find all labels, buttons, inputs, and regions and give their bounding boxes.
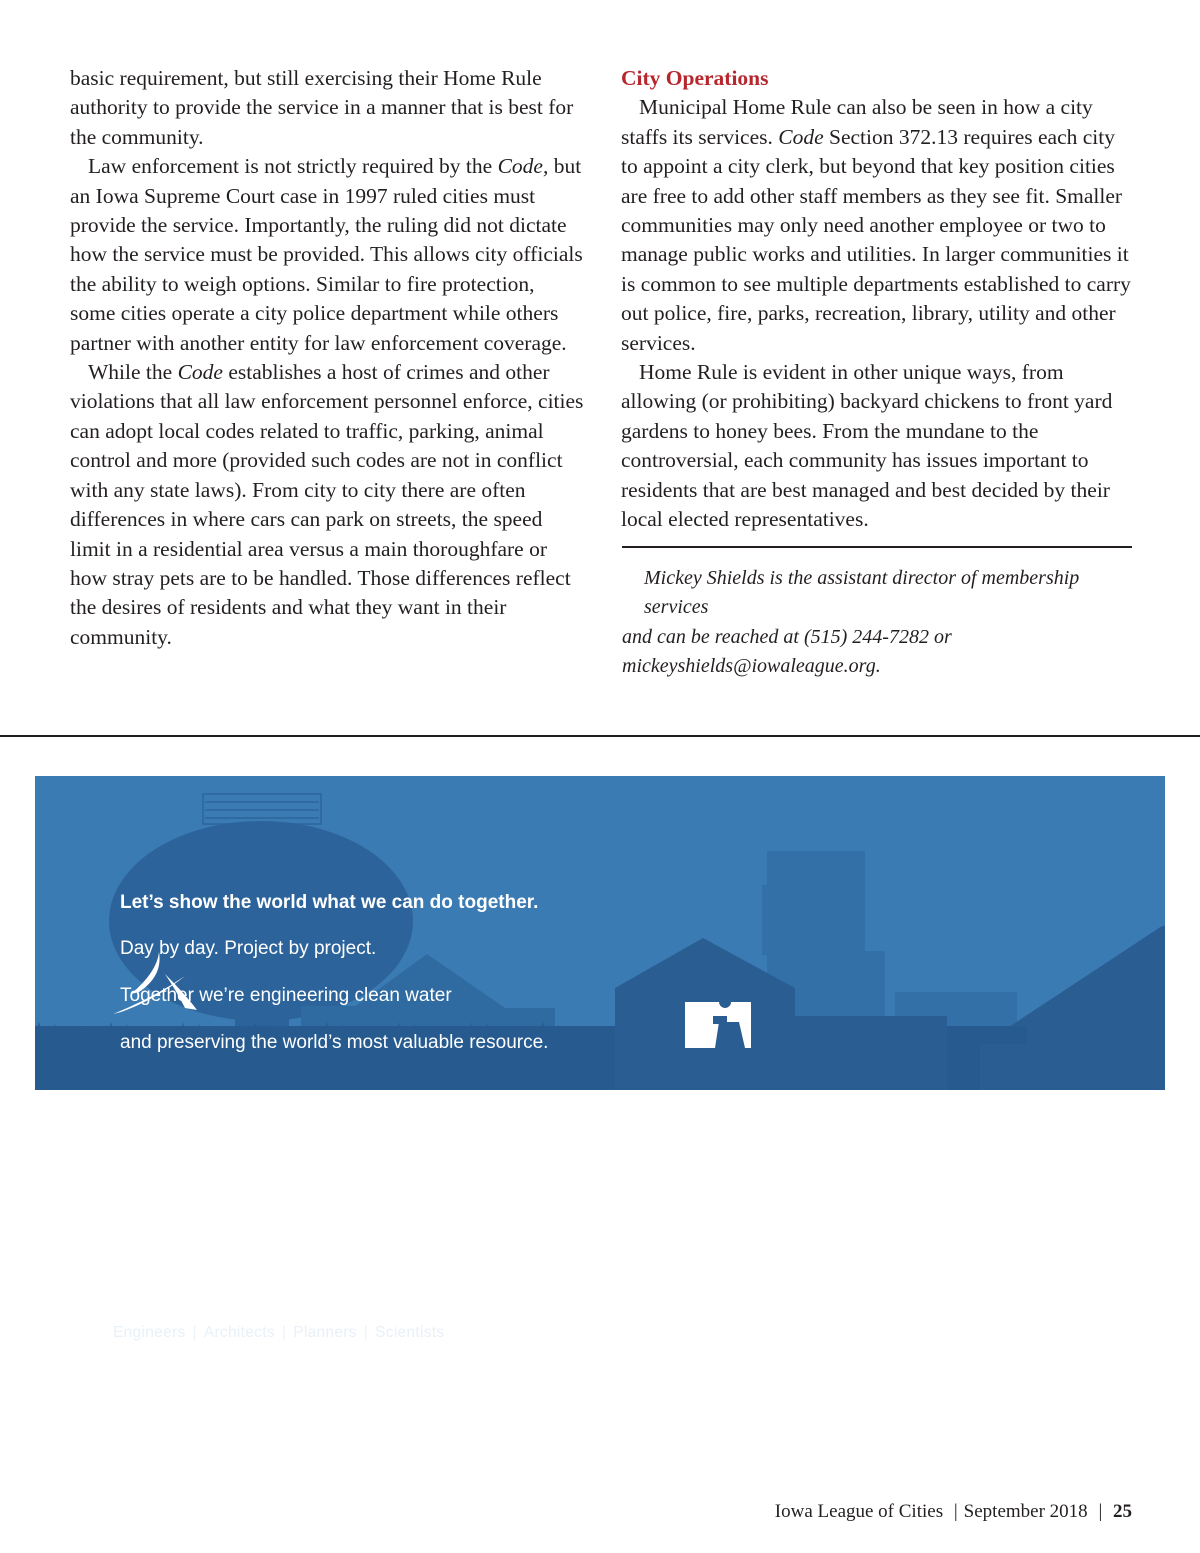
ad-line: Together we’re engineering clean water	[120, 985, 452, 1006]
seh-logo: SEH	[112, 1244, 200, 1293]
website-link[interactable]: sehinc.com	[789, 1321, 900, 1343]
paragraph: Law enforcement is not strictly required by the Code, but an Iowa Supreme Court case in 1997 ruled cities must provide the service. Importantly, the ruling did not dictate how the service must be provided. This allows city officials the ability to weigh options. Similar to fire protection, some cities operate a city police department while others partner with another entity for law enforcement coverage.	[70, 154, 583, 355]
paragraph: Municipal Home Rule can also be seen in how a city staffs its services. Code Section 372.13 requires each city to appoint a city clerk, but beyond that key position cities are free to add other staff members as they see fit. Smaller communities may only need another employee or two to manage public works and utilities. In larger communities it is common to see multiple departments established to carry out police, fire, parks, recreation, library, utility and other services.	[621, 95, 1131, 355]
page-divider	[0, 735, 1200, 737]
ad-line: Day by day. Project by project.	[120, 938, 377, 959]
page-number: 25	[1113, 1501, 1132, 1522]
ad-line: and preserving the world’s most valuable resource.	[120, 1032, 549, 1053]
ad-slogan: Building a Better World for All of Us®	[789, 1272, 1076, 1302]
ad-foreground	[35, 776, 1165, 1343]
byline-divider	[622, 546, 1132, 548]
article-left-column	[70, 64, 585, 652]
section-heading: City Operations	[621, 66, 769, 90]
publication-name: Iowa League of Cities	[774, 1501, 944, 1522]
paragraph: Home Rule is evident in other unique ways, from allowing (or prohibiting) backyard chickens to front yard gardens to honey bees. From the mundane to the controversial, each community has issues important to residents that are best managed and best decided by their local elected representatives.	[621, 360, 1113, 532]
services-list: Engineers | Architects | Planners | Scientists	[113, 1324, 445, 1341]
paragraph: While the Code establishes a host of crimes and other violations that all law enforcement personnel enforce, cities can adopt local codes related to traffic, parking, animal control and more (provided such codes are not in conflict with any state laws). From city to city there are often differences in where cars can park on streets, the speed limit in a residential area versus a main thoroughfare or how stray pets are to be handled. Those differences reflect the desires of residents and what they want in their community.	[70, 360, 584, 649]
paragraph: basic requirement, but still exercising their Home Rule authority to provide the service in a manner that is best for the community.	[70, 66, 574, 149]
ad-tagline: Let’s show the world what we can do together.	[120, 892, 539, 913]
issue-date: September 2018	[963, 1501, 1088, 1522]
phone-number[interactable]: 800.325.2055	[930, 1321, 1053, 1343]
registered-mark: ®	[193, 1232, 200, 1242]
article-right-column	[621, 64, 1136, 535]
contact-info: sehinc.com • 800.325.2055	[789, 1321, 1053, 1343]
author-byline: Mickey Shields is the assistant director of membership services and can be reached at (515) 244-7282 or mickeyshields@iowaleague.org.	[622, 567, 1080, 678]
page-footer: Iowa League of Cities | September 2018 | 25	[774, 1501, 1132, 1522]
